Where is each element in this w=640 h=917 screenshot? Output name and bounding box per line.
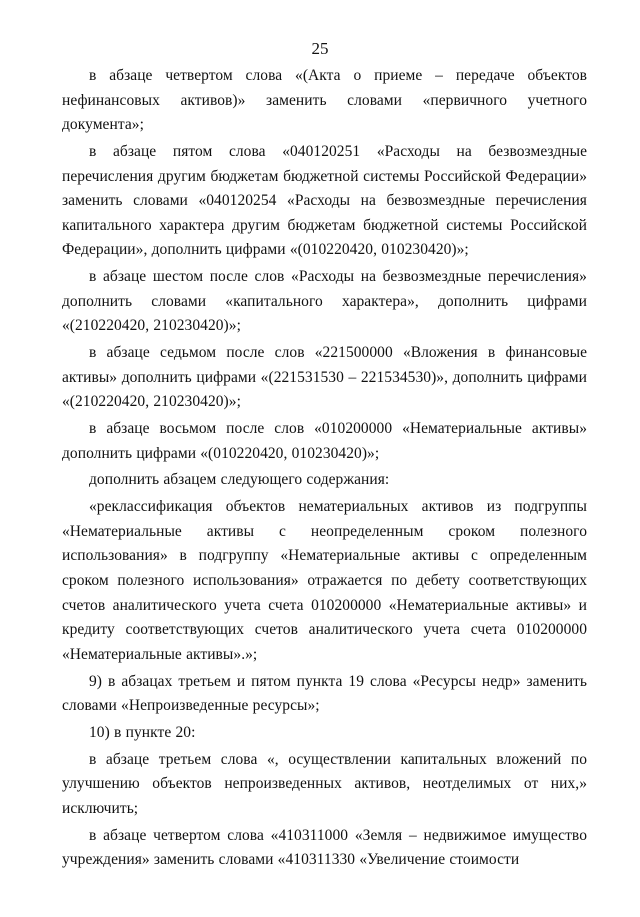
paragraph: в абзаце пятом слова «040120251 «Расходы на безвозмездные перечисления другим бюджетам бюджетной системы Российской Федерации» заменить словами «040120254 «Расходы на безвозмездные перечисления капитального характера другим бюджетам бюджетной системы Российской Федерации», дополнить цифрами «(010220420, 010230420)»; <box>62 142 587 259</box>
paragraph: в абзаце четвертом слова «410311000 «Земля – недвижимое имущество учреждения» заменить словами «410311330 «Увеличение стоимости <box>62 826 587 869</box>
page-number: 25 <box>311 39 329 58</box>
paragraph: в абзаце восьмом после слов «010200000 «Нематериальные активы» дополнить цифрами «(010220420, 010230420)»; <box>62 420 587 462</box>
paragraph: дополнить абзацем следующего содержания: <box>89 471 390 489</box>
paragraph: 9) в абзацах третьем и пятом пункта 19 слова «Ресурсы недр» заменить словами «Непроизведенные ресурсы»; <box>62 672 587 715</box>
body-text <box>62 64 587 875</box>
paragraph: в абзаце седьмом после слов «221500000 «Вложения в финансовые активы» дополнить цифрами «(221531530 – 221534530)», дополнить цифрами «(210220420, 210230420)»; <box>62 344 587 411</box>
paragraph: 10) в пункте 20: <box>89 723 196 741</box>
paragraph: в абзаце шестом после слов «Расходы на безвозмездные перечисления» дополнить словами «капитального характера», дополнить цифрами «(210220420, 210230420)»; <box>62 268 587 335</box>
paragraph: в абзаце третьем слова «, осуществлении капитальных вложений по улучшению объектов непроизведенных активов, неотделимых от них,» исключить; <box>62 750 587 817</box>
paragraph: «реклассификация объектов нематериальных активов из подгруппы «Нематериальные активы с неопределенным сроком полезного использования» в подгруппу «Нематериальные активы с определенным сроком полезного использования» отражается по дебету соответствующих счетов аналитического учета счета 010200000 «Нематериальные активы» и кредиту соответствующих счетов аналитического учета счета 010200000 «Нематериальные активы».»; <box>62 498 587 663</box>
paragraph: в абзаце четвертом слова «(Акта о приеме – передаче объектов нефинансовых активов)» заменить словами «первичного учетного документа»; <box>62 67 587 134</box>
